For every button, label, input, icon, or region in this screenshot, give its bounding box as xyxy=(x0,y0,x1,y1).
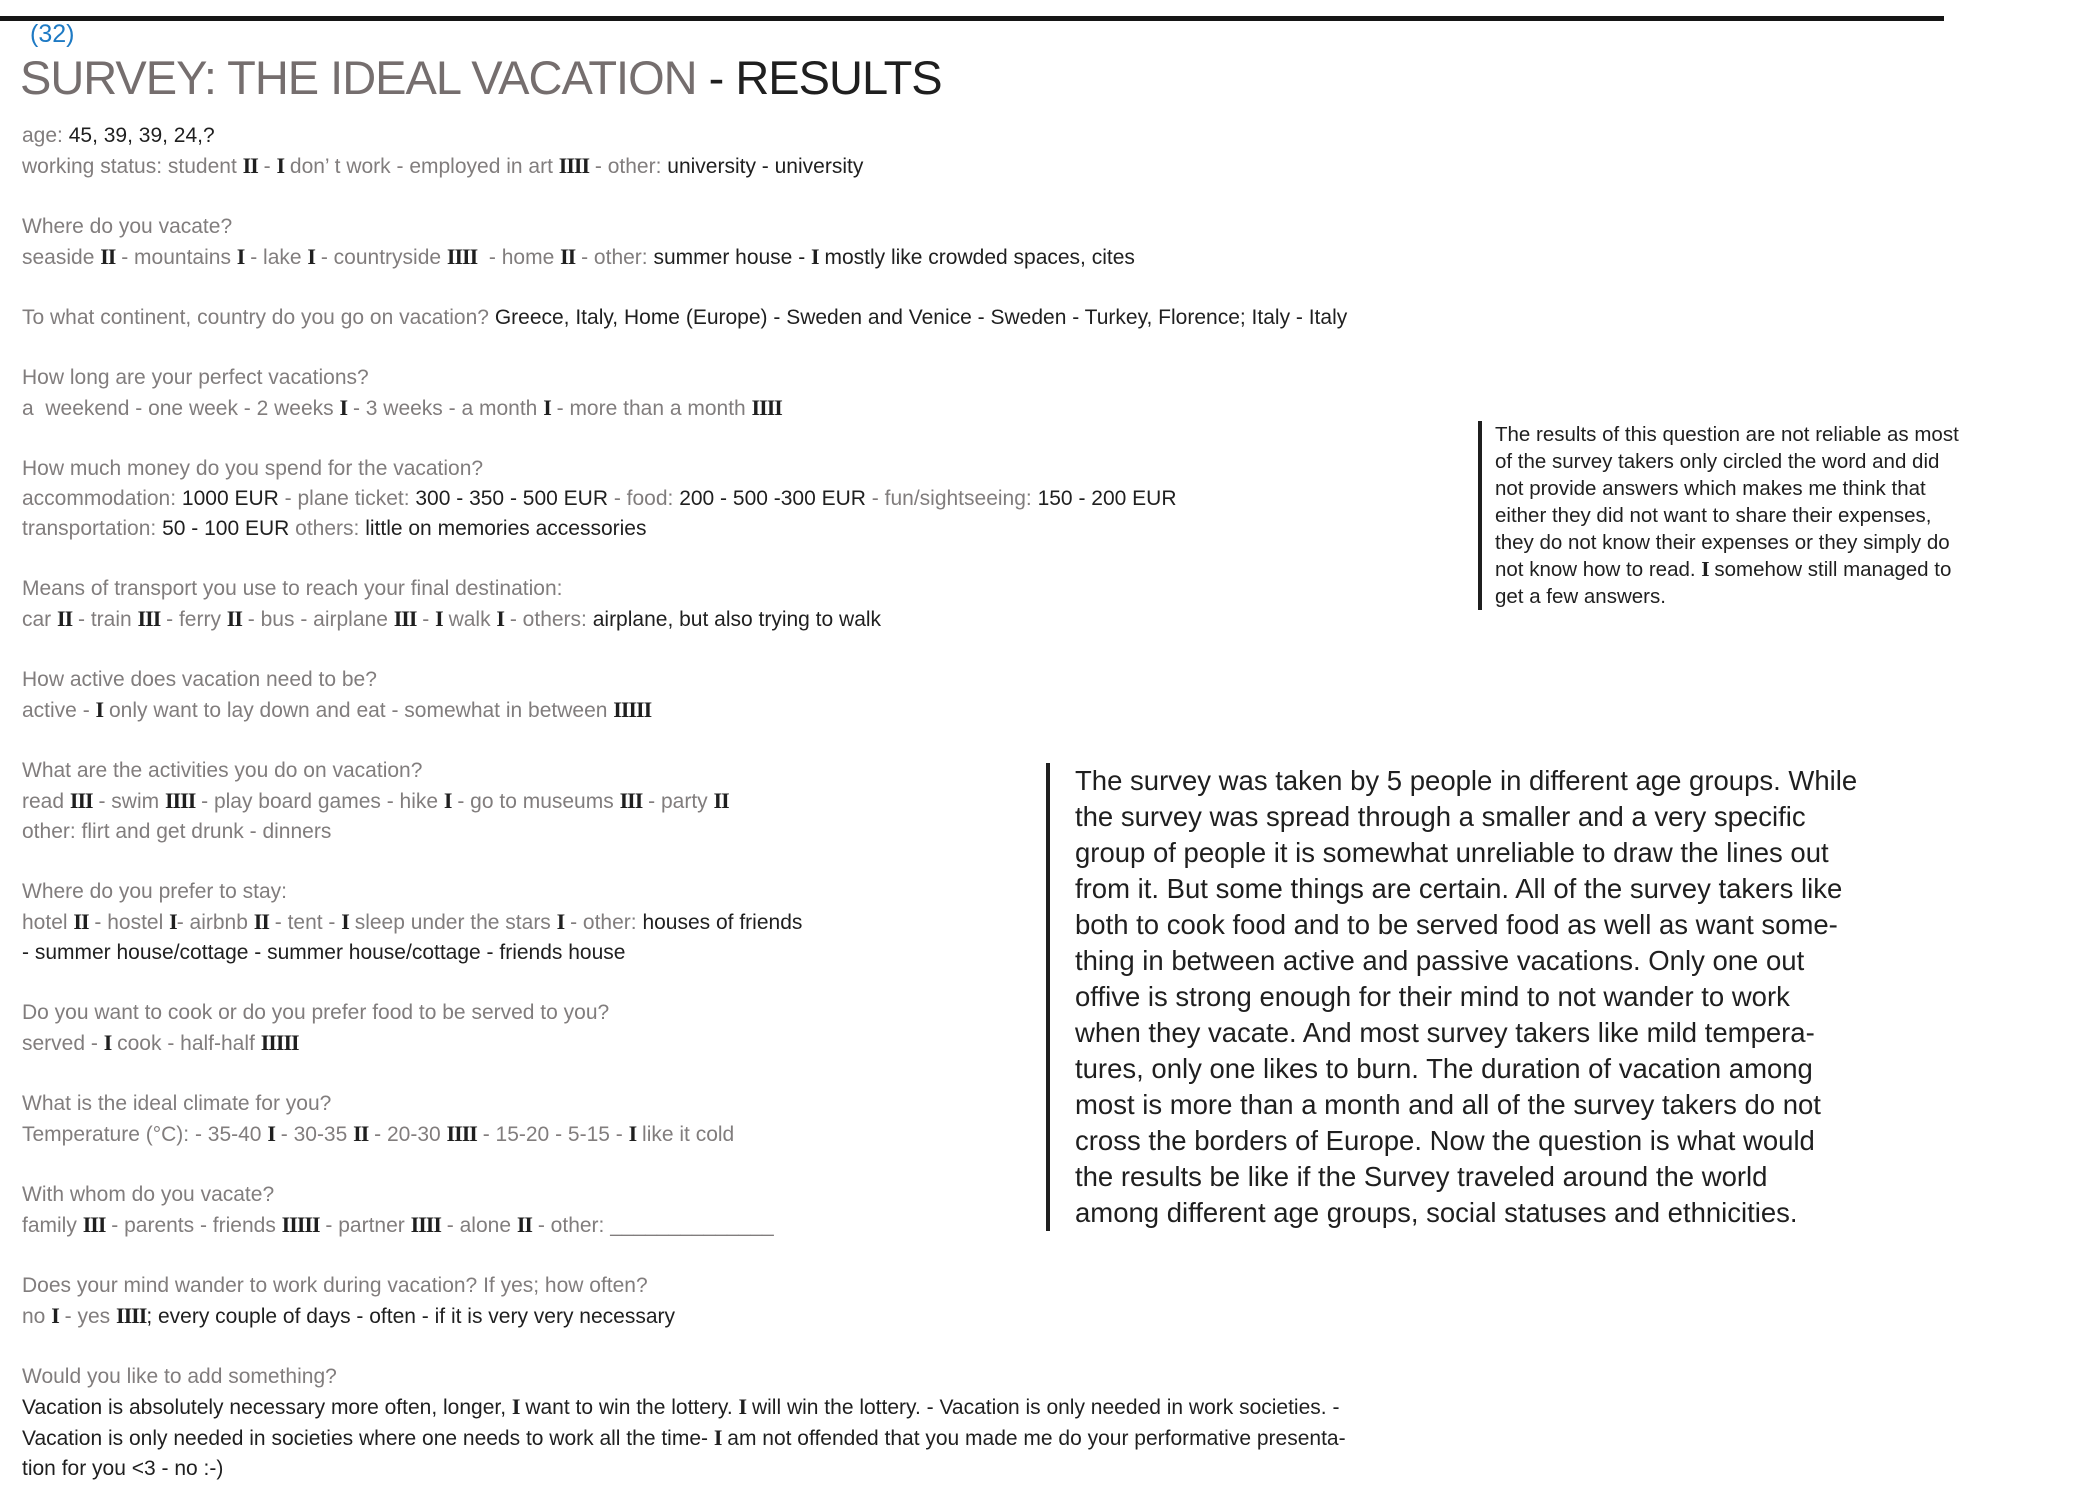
label-text: others: xyxy=(289,517,366,540)
tally-mark: I xyxy=(443,788,452,813)
label-text: - more than a month xyxy=(550,397,752,420)
serif-i: I xyxy=(95,697,104,722)
label-text: - airbnb xyxy=(176,911,254,934)
answer-text: will win the lottery. - Vacation is only needed in work societies. - xyxy=(746,1396,1340,1419)
survey-block xyxy=(22,212,1742,273)
label-text: Temperature (°C): - 35-40 xyxy=(22,1123,268,1146)
text-line xyxy=(22,151,1742,182)
survey-block xyxy=(22,121,1742,182)
label-text: hotel xyxy=(22,911,74,934)
answer-text: most is more than a month and all of the survey takers do not xyxy=(1075,1089,1821,1120)
tally-mark: IIII xyxy=(446,244,478,269)
tally-mark: I xyxy=(51,1303,59,1328)
answer-text: am not offended that you made me do your performative presenta- xyxy=(721,1427,1346,1450)
answer-text: of the survey takers only circled the word and did xyxy=(1495,450,1940,473)
tally-mark: II xyxy=(713,788,729,813)
text-line xyxy=(1075,871,1985,907)
label-text: Does your mind wander to work during vacation? If yes; how often? xyxy=(22,1274,648,1297)
text-line xyxy=(22,1423,1742,1454)
answer-text: the results be like if the Survey traveled around the world xyxy=(1075,1161,1768,1192)
answer-text: the survey was spread through a smaller and a very specific xyxy=(1075,801,1806,832)
label-text: - 3 weeks - a month xyxy=(347,397,544,420)
answer-text: Vacation is absolutely necessary more often, longer, xyxy=(22,1396,512,1419)
label-text: family xyxy=(22,1214,83,1237)
text-line xyxy=(22,1271,1742,1301)
answer-text: 50 - 100 EUR xyxy=(162,517,290,540)
text-line xyxy=(22,393,1742,424)
label-text: Would you like to add something? xyxy=(22,1365,337,1388)
label-text: other: flirt and get drunk - dinners xyxy=(22,820,332,843)
label-text: - 30-35 xyxy=(274,1123,354,1146)
label-text: - other: ______________ xyxy=(532,1214,774,1237)
label-text: - 15-20 - 5-15 - xyxy=(476,1123,629,1146)
label-text: - countryside xyxy=(315,246,447,269)
tally-mark: I xyxy=(236,244,245,269)
answer-text: tures, only one likes to burn. The duration of vacation among xyxy=(1075,1053,1813,1084)
label-text: - alone xyxy=(440,1214,517,1237)
serif-i: I xyxy=(103,1030,112,1055)
text-line xyxy=(1075,1159,1985,1195)
tally-mark: II xyxy=(253,909,269,934)
tally-mark: IIIII xyxy=(281,1212,320,1237)
label-text: With whom do you vacate? xyxy=(22,1183,275,1206)
answer-text: they do not know their expenses or they simply do xyxy=(1495,531,1950,554)
label-text: Means of transport you use to reach your final destination: xyxy=(22,577,563,600)
serif-i: I xyxy=(738,1394,747,1419)
label-text: How active does vacation need to be? xyxy=(22,668,377,691)
label-text: - other: xyxy=(589,155,668,178)
label-text: To what continent, country do you go on vacation? xyxy=(22,306,495,329)
text-line xyxy=(22,695,1742,726)
tally-mark: II xyxy=(226,606,242,631)
tally-mark: IIII xyxy=(558,153,590,178)
page-title xyxy=(20,50,942,105)
text-line xyxy=(1075,763,1985,799)
top-rule-divider xyxy=(0,16,1944,21)
serif-i: I xyxy=(511,1394,520,1419)
label-text: only want to lay down and eat - somewhat in between xyxy=(103,699,614,722)
label-text: - tent - xyxy=(268,911,342,934)
text-line xyxy=(22,303,1742,333)
text-line xyxy=(1495,556,2051,583)
text-line xyxy=(22,1454,1742,1484)
text-line xyxy=(1495,475,2051,502)
label-text: Do you want to cook or do you prefer food to be served to you? xyxy=(22,1001,610,1024)
answer-text: among different age groups, social statuses and ethnicities. xyxy=(1075,1197,1798,1228)
note-block xyxy=(1478,421,2051,610)
answer-text: not provide answers which makes me think that xyxy=(1495,477,1926,500)
serif-i: I xyxy=(276,153,285,178)
label-text: - plane ticket: xyxy=(278,487,416,510)
text-line xyxy=(1495,529,2051,556)
tally-mark: II xyxy=(516,1212,533,1237)
tally-mark: II xyxy=(353,1121,369,1146)
label-text: - swim xyxy=(92,790,165,813)
label-text: - ferry xyxy=(160,608,227,631)
label-text: - party xyxy=(642,790,714,813)
label-text: working status: student xyxy=(22,155,243,178)
label-text: How much money do you spend for the vacation? xyxy=(22,457,484,480)
text-line xyxy=(1495,502,2051,529)
text-line xyxy=(1075,1087,1985,1123)
tally-mark: IIII xyxy=(115,1303,147,1328)
answer-text: group of people it is somewhat unreliable to draw the lines out xyxy=(1075,837,1829,868)
label-text: read xyxy=(22,790,70,813)
answer-text: ; every couple of days - often - if it is very very necessary xyxy=(146,1305,676,1328)
answer-text: somehow still managed to xyxy=(1708,558,1952,581)
tally-mark: II xyxy=(242,153,258,178)
label-text: a weekend - one week - 2 weeks xyxy=(22,397,340,420)
label-text: cook - half-half xyxy=(111,1032,261,1055)
label-text: - xyxy=(257,155,277,178)
text-line xyxy=(1075,835,1985,871)
text-line xyxy=(1075,1015,1985,1051)
text-line xyxy=(1495,448,2051,475)
tally-mark: II xyxy=(560,244,576,269)
answer-text: tion for you <3 - no :-) xyxy=(22,1457,224,1480)
text-line xyxy=(1075,943,1985,979)
answer-text: airplane, but also trying to walk xyxy=(592,608,882,631)
tally-mark: III xyxy=(619,788,643,813)
ref-number: (32) xyxy=(30,20,75,48)
serif-i: I xyxy=(1701,557,1709,581)
label-text: What are the activities you do on vacation? xyxy=(22,759,423,782)
answer-text: mostly like crowded spaces, cites xyxy=(818,246,1135,269)
answer-text: 45, 39, 39, 24,? xyxy=(68,124,215,147)
answer-text: summer house - xyxy=(653,246,812,269)
answer-text: 200 - 500 -300 EUR xyxy=(679,487,866,510)
serif-i: I xyxy=(435,606,443,631)
text-line xyxy=(22,665,1742,695)
page-title-black: - RESULTS xyxy=(696,51,942,104)
label-text: no xyxy=(22,1305,52,1328)
answer-text: - summer house/cottage - summer house/cottage - friends house xyxy=(22,941,626,964)
tally-mark: IIII xyxy=(751,395,782,420)
label-text: - partner xyxy=(319,1214,411,1237)
text-line xyxy=(1075,1123,1985,1159)
page-title-gray: SURVEY: THE IDEAL VACATION xyxy=(20,51,697,104)
answer-text: offive is strong enough for their mind to not wander to work xyxy=(1075,981,1790,1012)
answer-text: university - university xyxy=(667,155,864,178)
label-text: - yes xyxy=(58,1305,116,1328)
answer-text: Greece, Italy, Home (Europe) - Sweden and Venice - Sweden - Turkey, Florence; Italy - Italy xyxy=(494,306,1348,329)
answer-text: both to cook food and to be served food as well as want some- xyxy=(1075,909,1838,940)
label-text: sleep under the stars xyxy=(348,911,557,934)
label-text: - mountains xyxy=(115,246,237,269)
serif-i: I xyxy=(811,244,819,269)
answer-text: thing in between active and passive vacations. Only one out xyxy=(1075,945,1805,976)
answer-text: either they did not want to share their expenses, xyxy=(1495,504,1932,527)
tally-mark: I xyxy=(543,395,551,420)
tally-mark: II xyxy=(73,909,89,934)
label-text: - go to museums xyxy=(451,790,620,813)
tally-mark: IIII xyxy=(410,1212,441,1237)
label-text: - home xyxy=(477,246,561,269)
answer-text: from it. But some things are certain. All of the survey takers like xyxy=(1075,873,1843,904)
label-text: car xyxy=(22,608,58,631)
answer-text: cross the borders of Europe. Now the question is what would xyxy=(1075,1125,1815,1156)
text-line xyxy=(1495,583,2051,610)
tally-mark: III xyxy=(82,1212,106,1237)
survey-block xyxy=(22,1271,1742,1332)
tally-mark: I xyxy=(339,395,348,420)
text-line xyxy=(1075,979,1985,1015)
label-text: transportation: xyxy=(22,517,163,540)
label-text: seaside xyxy=(22,246,101,269)
label-text: - other: xyxy=(564,911,643,934)
label-text: - play board games - hike xyxy=(195,790,444,813)
text-line xyxy=(1075,799,1985,835)
answer-text: houses of friends xyxy=(642,911,803,934)
label-text: - train xyxy=(72,608,138,631)
label-text: - bus - airplane xyxy=(241,608,394,631)
label-text: How long are your perfect vacations? xyxy=(22,366,369,389)
tally-mark: IIIII xyxy=(260,1030,299,1055)
survey-block xyxy=(22,303,1742,333)
tally-mark: II xyxy=(100,244,116,269)
text-line xyxy=(22,212,1742,242)
serif-i: I xyxy=(713,1425,722,1450)
answer-text: Vacation is only needed in societies where one needs to work all the time- xyxy=(22,1427,714,1450)
label-text: - fun/sightseeing: xyxy=(865,487,1038,510)
tally-mark: I xyxy=(307,244,315,269)
serif-i: I xyxy=(341,909,349,934)
tally-mark: IIII xyxy=(446,1121,477,1146)
text-line xyxy=(22,1392,1742,1423)
text-line xyxy=(1075,1195,1985,1231)
text-line xyxy=(1075,1051,1985,1087)
answer-text: The results of this question are not reliable as most xyxy=(1495,423,1959,446)
label-text: - 20-30 xyxy=(368,1123,447,1146)
label-text: active - xyxy=(22,699,96,722)
tally-mark: III xyxy=(137,606,161,631)
text-line xyxy=(22,363,1742,393)
label-text: don’ t work - employed in art xyxy=(284,155,559,178)
label-text: Where do you vacate? xyxy=(22,215,233,238)
label-text: - xyxy=(416,608,436,631)
answer-text: not know how to read. xyxy=(1495,558,1702,581)
tally-mark: IIII xyxy=(164,788,196,813)
answer-text: when they vacate. And most survey takers like mild tempera- xyxy=(1075,1017,1815,1048)
tally-mark: I xyxy=(556,909,565,934)
label-text: walk xyxy=(442,608,497,631)
label-text: accommodation: xyxy=(22,487,182,510)
text-line xyxy=(22,121,1742,151)
text-line xyxy=(22,1301,1742,1332)
label-text: age: xyxy=(22,124,69,147)
tally-mark: I xyxy=(169,909,177,934)
serif-i: I xyxy=(628,1121,637,1146)
survey-block xyxy=(22,363,1742,424)
tally-mark: III xyxy=(393,606,417,631)
text-line xyxy=(1495,421,2051,448)
label-text: Where do you prefer to stay: xyxy=(22,880,287,903)
survey-block xyxy=(22,665,1742,726)
summary-block xyxy=(1046,763,1985,1231)
label-text: - lake xyxy=(244,246,308,269)
survey-block xyxy=(22,1362,1742,1484)
label-text: served - xyxy=(22,1032,104,1055)
answer-text: 1000 EUR xyxy=(181,487,279,510)
text-line xyxy=(1075,907,1985,943)
tally-mark: I xyxy=(496,606,505,631)
label-text: - hostel xyxy=(88,911,170,934)
label-text: like it cold xyxy=(636,1123,735,1146)
label-text: - others: xyxy=(504,608,593,631)
tally-mark: I xyxy=(267,1121,275,1146)
answer-text: little on memories accessories xyxy=(365,517,647,540)
label-text: - other: xyxy=(575,246,654,269)
answer-text: The survey was taken by 5 people in different age groups. While xyxy=(1075,765,1858,796)
label-text: - food: xyxy=(607,487,680,510)
tally-mark: IIIII xyxy=(613,697,652,722)
label-text: What is the ideal climate for you? xyxy=(22,1092,332,1115)
text-line xyxy=(22,1362,1742,1392)
tally-mark: III xyxy=(69,788,93,813)
text-line xyxy=(22,242,1742,273)
label-text: - parents - friends xyxy=(105,1214,282,1237)
answer-text: 300 - 350 - 500 EUR xyxy=(415,487,608,510)
answer-text: want to win the lottery. xyxy=(519,1396,739,1419)
answer-text: 150 - 200 EUR xyxy=(1037,487,1177,510)
answer-text: get a few answers. xyxy=(1495,585,1666,608)
tally-mark: II xyxy=(57,606,73,631)
